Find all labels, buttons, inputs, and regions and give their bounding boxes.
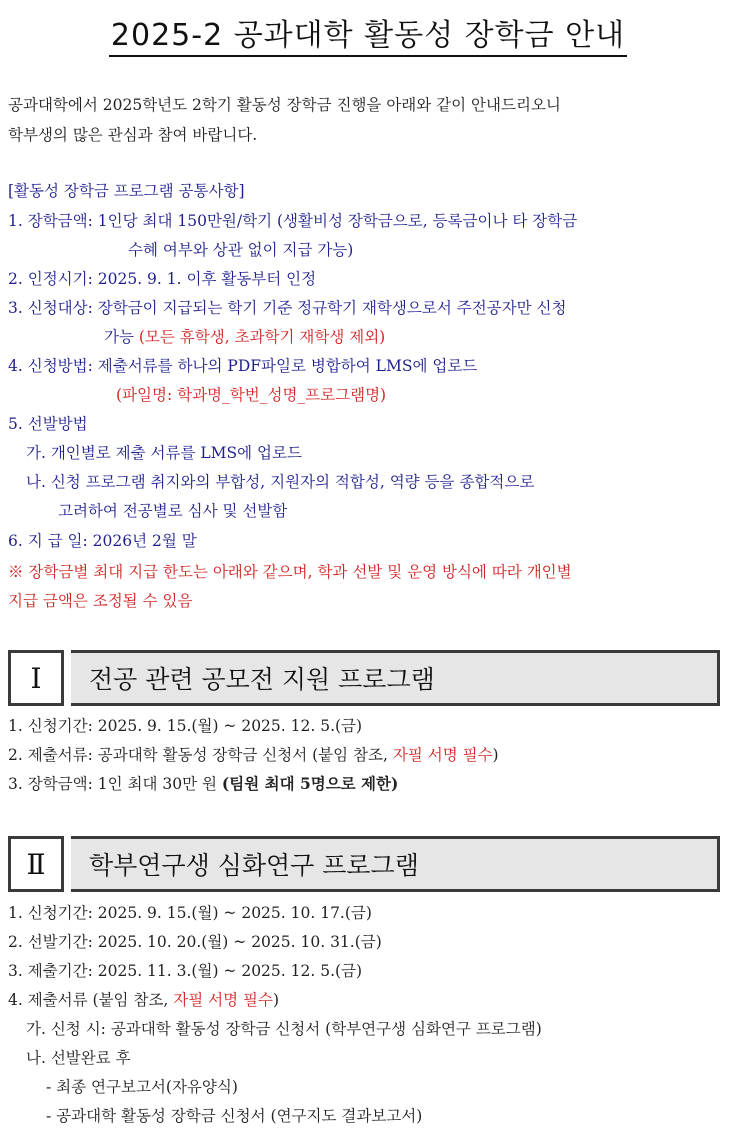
common-heading: [활동성 장학금 프로그램 공통사항] bbox=[8, 182, 245, 200]
section-1-item-1: 1. 신청기간: 2025. 9. 15.(월) ~ 2025. 12. 5.(금) bbox=[8, 717, 363, 735]
page-title-text: 2025-2 공과대학 활동성 장학금 안내 bbox=[109, 10, 627, 57]
section-1-team-limit: (팀원 최대 5명으로 제한) bbox=[221, 774, 399, 793]
section-2-item-4-text: 4. 제출서류 (붙임 참조, bbox=[8, 991, 174, 1009]
intro-line-1: 공과대학에서 2025학년도 2학기 활동성 장학금 진행을 아래와 같이 안내드리오니 bbox=[8, 96, 561, 114]
section-2-item-4-na-1: - 최종 연구보고서(자유양식) bbox=[46, 1078, 238, 1096]
common-item-3-exclusion: (모든 휴학생, 초과학기 재학생 제외) bbox=[138, 328, 386, 346]
common-note-cont: 지급 금액은 조정될 수 있음 bbox=[8, 592, 193, 610]
intro-line-2: 학부생의 많은 관심과 참여 바랍니다. bbox=[8, 126, 258, 144]
common-item-4: 4. 신청방법: 제출서류를 하나의 PDF파일로 병합하여 LMS에 업로드 bbox=[8, 357, 478, 375]
common-item-3-cont-text: 가능 bbox=[104, 328, 139, 346]
common-item-4-filename: (파일명: 학과명_학번_성명_프로그램명) bbox=[116, 386, 387, 404]
section-1-header bbox=[8, 650, 720, 706]
common-item-5: 5. 선발방법 bbox=[8, 415, 88, 433]
section-1-item-3 bbox=[8, 773, 398, 795]
section-2-item-1: 1. 신청기간: 2025. 9. 15.(월) ~ 2025. 10. 17.(금) bbox=[8, 904, 372, 922]
section-2-item-2: 2. 선발기간: 2025. 10. 20.(월) ~ 2025. 10. 31.(금) bbox=[8, 933, 382, 951]
section-2-item-4 bbox=[8, 989, 279, 1011]
common-item-5-na-cont: 고려하여 전공별로 심사 및 선발함 bbox=[58, 502, 288, 520]
common-item-1-cont: 수혜 여부와 상관 없이 지급 가능) bbox=[128, 241, 354, 259]
page-title bbox=[0, 10, 736, 57]
section-2-item-4-ga: 가. 신청 시: 공과대학 활동성 장학금 신청서 (학부연구생 심화연구 프로그램) bbox=[26, 1020, 542, 1038]
common-item-6: 6. 지 급 일: 2026년 2월 말 bbox=[8, 532, 197, 550]
section-1-item-2-text: 2. 제출서류: 공과대학 활동성 장학금 신청서 (붙임 참조, bbox=[8, 746, 393, 764]
common-item-5-na: 나. 신청 프로그램 취지와의 부합성, 지원자의 적합성, 역량 등을 종합적으로 bbox=[26, 473, 535, 491]
section-2-item-4-na-2: - 공과대학 활동성 장학금 신청서 (연구지도 결과보고서) bbox=[46, 1107, 423, 1125]
section-2-title: 학부연구생 심화연구 프로그램 bbox=[71, 836, 720, 892]
section-2-header bbox=[8, 836, 720, 892]
section-2-item-4-na: 나. 선발완료 후 bbox=[26, 1049, 131, 1067]
common-note: ※ 장학금별 최대 지급 한도는 아래와 같으며, 학과 선발 및 운영 방식에 따라 개인별 bbox=[8, 563, 572, 581]
common-item-3: 3. 신청대상: 장학금이 지급되는 학기 기준 정규학기 재학생으로서 주전공자만 신청 bbox=[8, 299, 567, 317]
section-1-item-2 bbox=[8, 744, 499, 766]
section-2-number: Ⅱ bbox=[8, 836, 64, 892]
common-item-2: 2. 인정시기: 2025. 9. 1. 이후 활동부터 인정 bbox=[8, 270, 317, 288]
section-1-signature-required: 자필 서명 필수 bbox=[392, 746, 493, 764]
section-1-number: Ⅰ bbox=[8, 650, 64, 706]
section-2-item-3: 3. 제출기간: 2025. 11. 3.(월) ~ 2025. 12. 5.(금) bbox=[8, 962, 363, 980]
section-1-item-2-close: ) bbox=[492, 746, 499, 764]
common-item-3-cont bbox=[104, 326, 385, 348]
section-2-item-4-close: ) bbox=[272, 991, 280, 1009]
common-item-5-ga: 가. 개인별로 제출 서류를 LMS에 업로드 bbox=[26, 444, 302, 462]
section-2-signature-required: 자필 서명 필수 bbox=[173, 991, 273, 1009]
section-1-item-3-text: 3. 장학금액: 1인 최대 30만 원 bbox=[8, 775, 222, 793]
section-1-title: 전공 관련 공모전 지원 프로그램 bbox=[71, 650, 720, 706]
common-item-1: 1. 장학금액: 1인당 최대 150만원/학기 (생활비성 장학금으로, 등록금이나 타 장학금 bbox=[8, 212, 578, 230]
